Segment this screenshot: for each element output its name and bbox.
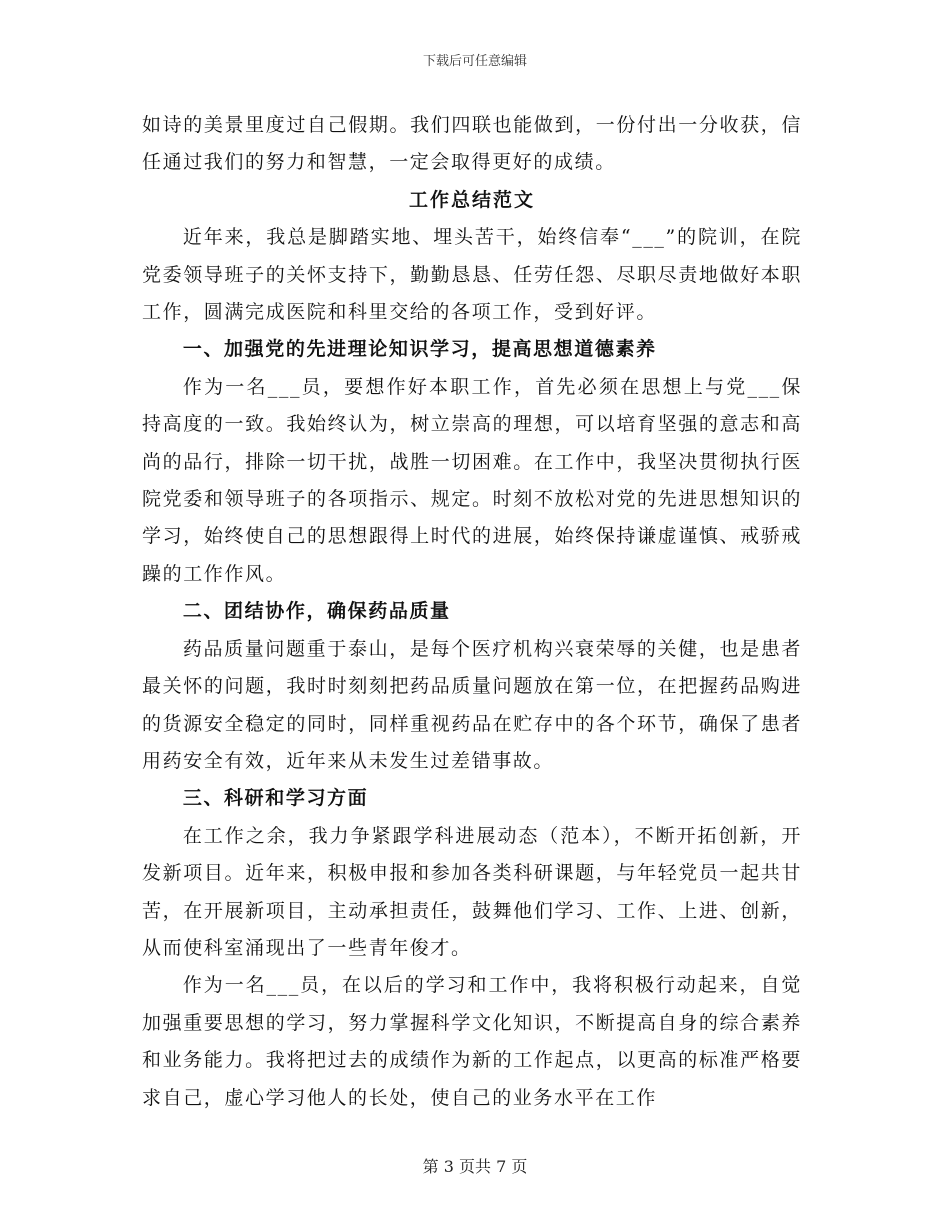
page-number-footer: 第 3 页共 7 页 bbox=[422, 1157, 528, 1176]
intro-continuation-paragraph: 如诗的美景里度过自己假期。我们四联也能做到，一份付出一分收获，信任通过我们的努力和智慧，一定会取得更好的成绩。 bbox=[142, 114, 802, 174]
closing-paragraph: 作为一名___员，在以后的学习和工作中，我将积极行动起来，自觉加强重要思想的学习，努力掌握科学文化知识，不断提高自身的综合素养和业务能力。我将把过去的成绩作为新的工作起点，以更高的标准严格要求自己，虚心学习他人的长处，使自己的业务水平在工作 bbox=[142, 974, 802, 1109]
document-body bbox=[142, 107, 802, 1117]
section-1-paragraph: 作为一名___员，要想作好本职工作，首先必须在思想上与党___保持高度的一致。我始终认为，树立崇高的理想，可以培育坚强的意志和高尚的品行，排除一切干扰，战胜一切困难。在工作中，我坚决贯彻执行医院党委和领导班子的各项指示、规定。时刻不放松对党的先进思想知识的学习，始终使自己的思想跟得上时代的进展，始终保持谦虚谨慎、戒骄戒躁的工作作风。 bbox=[142, 375, 802, 585]
section-2-paragraph: 药品质量问题重于泰山，是每个医疗机构兴衰荣辱的关健，也是患者最关怀的问题，我时时刻刻把药品质量问题放在第一位，在把握药品购进的货源安全稳定的同时，同样重视药品在贮存中的各个环节，确保了患者用药安全有效，近年来从未发生过差错事故。 bbox=[142, 637, 802, 772]
section-1-heading: 一、加强党的先进理论知识学习，提高思想道德素养 bbox=[182, 338, 657, 361]
page-header-note: 下载后可任意编辑 bbox=[422, 54, 527, 69]
section-3-heading: 三、科研和学习方面 bbox=[182, 787, 369, 810]
opening-paragraph: 近年来，我总是脚踏实地、埋头苦干，始终信奉“___”的院训，在院党委领导班子的关怀支持下，勤勤恳恳、任劳任怨、尽职尽责地做好本职工作，圆满完成医院和科里交给的各项工作，受到好评。 bbox=[142, 226, 802, 324]
section-3-paragraph: 在工作之余，我力争紧跟学科进展动态（范本），不断开拓创新，开发新项目。近年来，积极申报和参加各类科研课题，与年轻党员一起共甘苦，在开展新项目，主动承担责任，鼓舞他们学习、工作、上进、创新，从而使科室涌现出了一些青年俊才。 bbox=[142, 824, 802, 959]
document-title: 工作总结范文 bbox=[408, 188, 535, 211]
section-2-heading: 二、团结协作，确保药品质量 bbox=[182, 600, 451, 623]
